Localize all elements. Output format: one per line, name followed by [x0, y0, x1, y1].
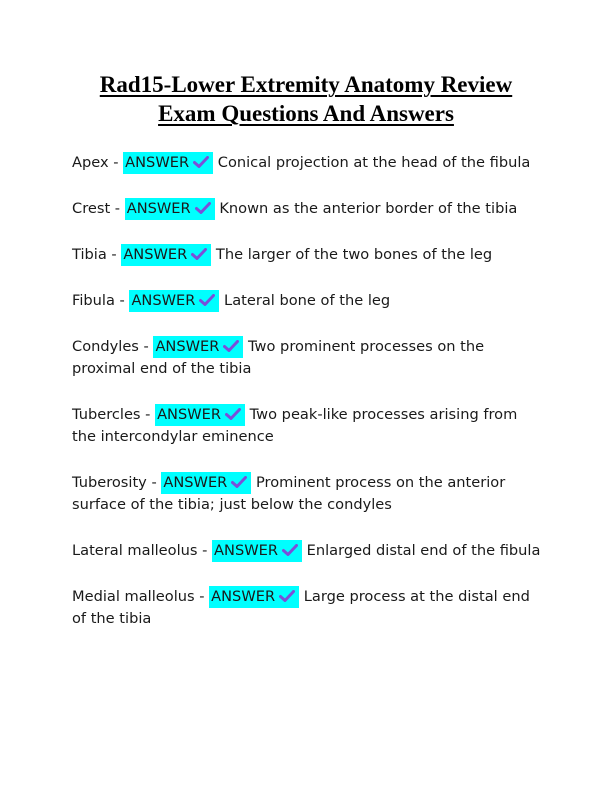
answer-tag: [121, 244, 211, 266]
checkmark-icon: [191, 248, 207, 260]
qa-definition: Prominent process on the anterior surface of the tibia; just below the condyles: [72, 474, 506, 513]
checkmark-icon: [193, 156, 209, 168]
qa-definition: Two prominent processes on the proximal end of the tibia: [72, 338, 485, 377]
answer-tag: [123, 152, 213, 174]
qa-item: [72, 198, 542, 220]
qa-item: [72, 336, 542, 380]
qa-term: Condyles -: [72, 338, 154, 355]
checkmark-icon: [225, 408, 241, 420]
qa-definition: Two peak-like processes arising from the intercondylar eminence: [72, 406, 518, 445]
qa-term: Tibia -: [72, 246, 122, 263]
qa-item: [72, 290, 542, 312]
title-line-1: Rad15-Lower Extremity Anatomy Review: [99, 72, 513, 97]
qa-item: [72, 540, 542, 562]
answer-label: ANSWER: [163, 474, 228, 491]
answer-tag: [155, 404, 245, 426]
qa-term: Tuberosity -: [72, 474, 162, 491]
answer-tag: [125, 198, 215, 220]
qa-term: Apex -: [72, 154, 124, 171]
qa-definition: The larger of the two bones of the leg: [211, 246, 493, 263]
answer-label: ANSWER: [155, 338, 220, 355]
qa-term: Tubercles -: [72, 406, 156, 423]
checkmark-icon: [195, 202, 211, 214]
qa-term: Medial malleolus -: [72, 588, 210, 605]
qa-item: [72, 472, 542, 516]
checkmark-icon: [282, 544, 298, 556]
answer-label: ANSWER: [157, 406, 222, 423]
qa-term: Lateral malleolus -: [72, 542, 213, 559]
answer-label: ANSWER: [123, 246, 188, 263]
checkmark-icon: [199, 294, 215, 306]
qa-definition: Known as the anterior border of the tibia: [214, 200, 518, 217]
answer-label: ANSWER: [125, 154, 190, 171]
answer-label: ANSWER: [131, 292, 196, 309]
qa-item: [72, 404, 542, 448]
qa-item: [72, 586, 542, 630]
answer-tag: [212, 540, 302, 562]
qa-definition: Large process at the distal end of the tibia: [72, 588, 530, 627]
answer-tag: [209, 586, 299, 608]
answer-label: ANSWER: [214, 542, 279, 559]
qa-term: Crest -: [72, 200, 125, 217]
qa-item: [72, 244, 542, 266]
answer-tag: [129, 290, 219, 312]
checkmark-icon: [223, 340, 239, 352]
checkmark-icon: [279, 590, 295, 602]
qa-definition: Enlarged distal end of the fibula: [302, 542, 541, 559]
answer-label: ANSWER: [126, 200, 191, 217]
qa-item: [72, 152, 542, 174]
answer-label: ANSWER: [211, 588, 276, 605]
document-title: [40, 70, 572, 128]
qa-definition: Lateral bone of the leg: [219, 292, 391, 309]
qa-list: [72, 152, 542, 654]
answer-tag: [161, 472, 251, 494]
title-line-2: Exam Questions And Answers: [158, 101, 454, 126]
qa-definition: Conical projection at the head of the fibula: [213, 154, 531, 171]
answer-tag: [153, 336, 243, 358]
qa-term: Fibula -: [72, 292, 130, 309]
checkmark-icon: [231, 476, 247, 488]
